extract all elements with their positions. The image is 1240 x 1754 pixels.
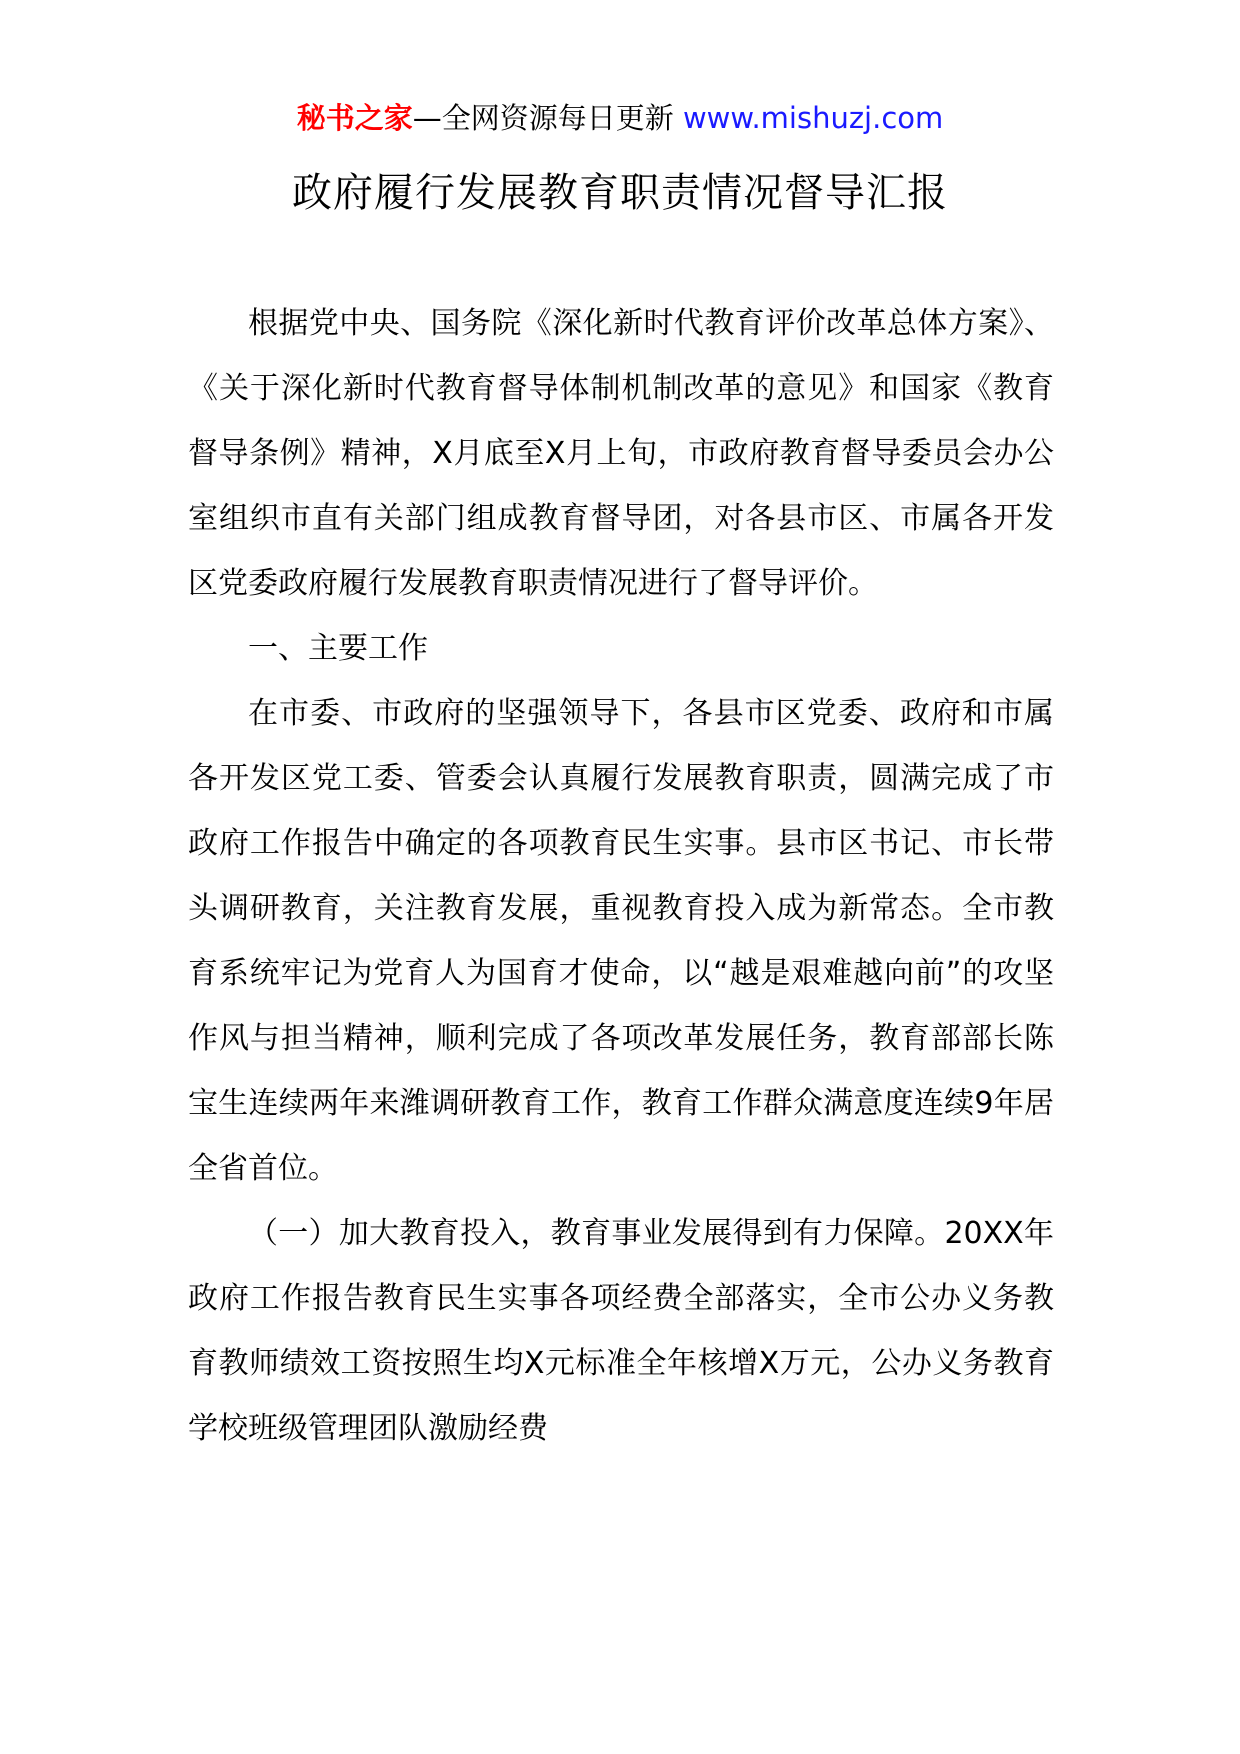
paragraph-investment: （一）加大教育投入，教育事业发展得到有力保障。20XX年政府工作报告教育民生实事各项经费全部落实，全市公办义务教育教师绩效工资按照生均X元标准全年核增X万元，公办义务教育学校班级管理团队激励经费 [188, 1216, 1054, 1446]
paragraph-main-work: 在市委、市政府的坚强领导下，各县市区党委、政府和市属各开发区党工委、管委会认真履行发展教育职责，圆满完成了市政府工作报告中确定的各项教育民生实事。县市区书记、市长带头调研教育，关注教育发展，重视教育投入成为新常态。全市教育系统牢记为党育人为国育才使命，以“越是艰难越向前”的攻坚作风与担当精神，顺利完成了各项改革发展任务，教育部部长陈宝生连续两年来潍调研教育工作，教育工作群众满意度连续9年居全省首位。 [188, 696, 1054, 1186]
brand-name: 秘书之家 [296, 101, 413, 135]
document-body [188, 291, 1054, 1461]
site-banner [0, 98, 1240, 138]
site-url-link[interactable]: www.mishuzj.com [682, 101, 944, 135]
document-title: 政府履行发展教育职责情况督导汇报 [292, 170, 948, 216]
section-heading-main-work: 一、主要工作 [248, 631, 428, 666]
paragraph-intro: 根据党中央、国务院《深化新时代教育评价改革总体方案》、《关于深化新时代教育督导体制机制改革的意见》和国家《教育督导条例》精神，X月底至X月上旬，市政府教育督导委员会办公室组织市直有关部门组成教育督导团，对各县市区、市属各开发区党委政府履行发展教育职责情况进行了督导评价。 [188, 306, 1054, 601]
banner-slogan: —全网资源每日更新 [412, 101, 683, 135]
